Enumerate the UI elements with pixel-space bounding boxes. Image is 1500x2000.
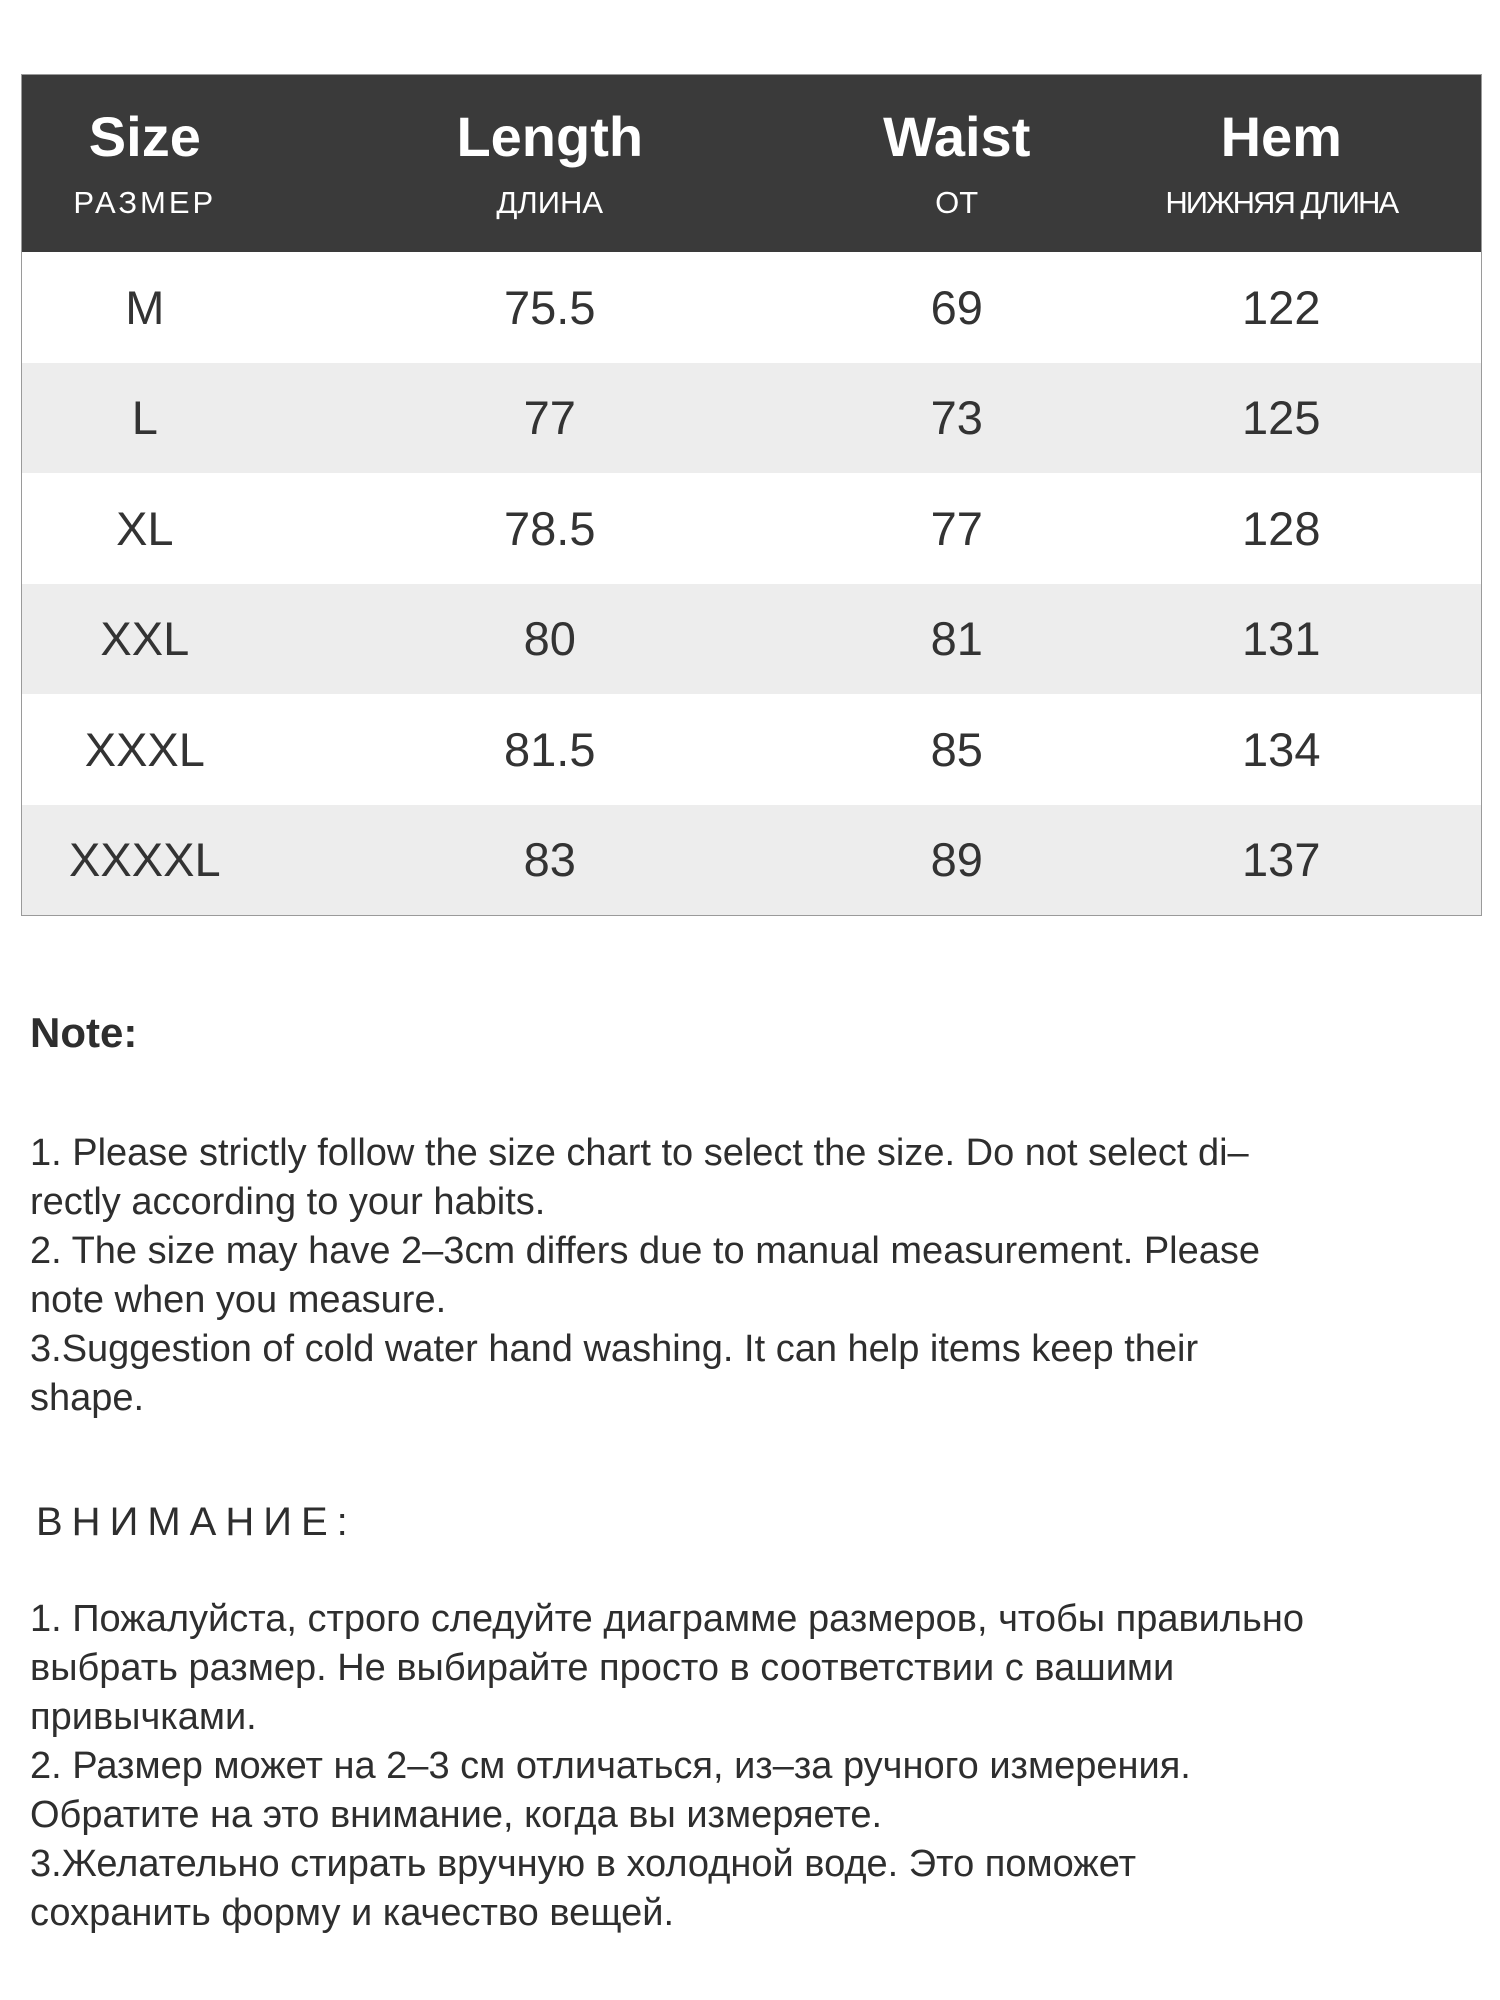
note-line: rectly according to your habits. (30, 1181, 546, 1223)
cell-size: XXL (100, 612, 190, 666)
note-line: 1. Пожалуйста, строго следуйте диаграмме размеров, чтобы правильно (30, 1598, 1304, 1640)
note-line: 3.Желательно стирать вручную в холодной воде. Это поможет (30, 1843, 1137, 1885)
header-length-ru: ДЛИНА (496, 185, 604, 220)
header-size-en: Size (88, 105, 201, 168)
note-line: shape. (30, 1377, 145, 1419)
table-row (22, 694, 1481, 805)
header-waist-ru: ОТ (935, 185, 979, 220)
cell-hem: 134 (1242, 722, 1321, 776)
header-waist (832, 75, 1082, 252)
note-russian-title: ВНИМАНИЕ: (36, 1500, 357, 1544)
cell-waist: 73 (930, 391, 983, 445)
cell-size: XL (116, 501, 174, 555)
note-line: 1. Please strictly follow the size chart to select the size. Do not select di– (30, 1132, 1249, 1174)
table-row (22, 363, 1481, 474)
note-russian (36, 1502, 1476, 1542)
cell-hem: 131 (1242, 612, 1321, 666)
cell-length: 80 (523, 612, 576, 666)
cell-length: 77 (523, 391, 576, 445)
size-chart-table (21, 74, 1482, 916)
cell-size: L (131, 391, 158, 445)
cell-hem: 137 (1242, 833, 1321, 887)
cell-waist: 77 (930, 501, 983, 555)
table-header (22, 75, 1481, 252)
header-hem-ru: НИЖНЯЯ ДЛИНА (1165, 185, 1398, 220)
note-russian-body (30, 1595, 1470, 1938)
cell-length: 78.5 (504, 501, 596, 555)
note-line: выбрать размер. Не выбирайте просто в соответствии с вашими (30, 1647, 1175, 1689)
cell-hem: 125 (1242, 391, 1321, 445)
cell-waist: 81 (930, 612, 983, 666)
note-line: 2. The size may have 2–3cm differs due to manual measurement. Please (30, 1230, 1261, 1272)
cell-waist: 69 (930, 280, 983, 334)
table-row (22, 584, 1481, 695)
header-hem (1082, 75, 1481, 252)
table-row (22, 252, 1481, 363)
cell-length: 75.5 (504, 280, 596, 334)
note-english (30, 1009, 1470, 1423)
cell-length: 81.5 (504, 722, 596, 776)
cell-hem: 128 (1242, 501, 1321, 555)
table-row (22, 473, 1481, 584)
cell-hem: 122 (1242, 280, 1321, 334)
table-row (22, 805, 1481, 916)
note-line: Обратите на это внимание, когда вы измеряете. (30, 1794, 883, 1836)
cell-size: XXXXL (69, 833, 221, 887)
note-english-title: Note: (30, 1009, 138, 1056)
cell-waist: 85 (930, 722, 983, 776)
note-line: note when you measure. (30, 1279, 447, 1321)
header-length-en: Length (456, 105, 644, 168)
note-line: 3.Suggestion of cold water hand washing. It can help items keep their (30, 1328, 1199, 1370)
cell-waist: 89 (930, 833, 983, 887)
header-waist-en: Waist (883, 105, 1031, 168)
header-hem-en: Hem (1220, 105, 1342, 168)
cell-size: XXXL (84, 722, 205, 776)
header-size-ru: РАЗМЕР (73, 185, 217, 220)
note-line: сохранить форму и качество вещей. (30, 1892, 674, 1934)
note-line: привычками. (30, 1696, 257, 1738)
note-line: 2. Размер может на 2–3 см отличаться, из–за ручного измерения. (30, 1745, 1191, 1787)
cell-size: M (125, 280, 165, 334)
header-length (268, 75, 832, 252)
header-size (22, 75, 268, 252)
cell-length: 83 (523, 833, 576, 887)
